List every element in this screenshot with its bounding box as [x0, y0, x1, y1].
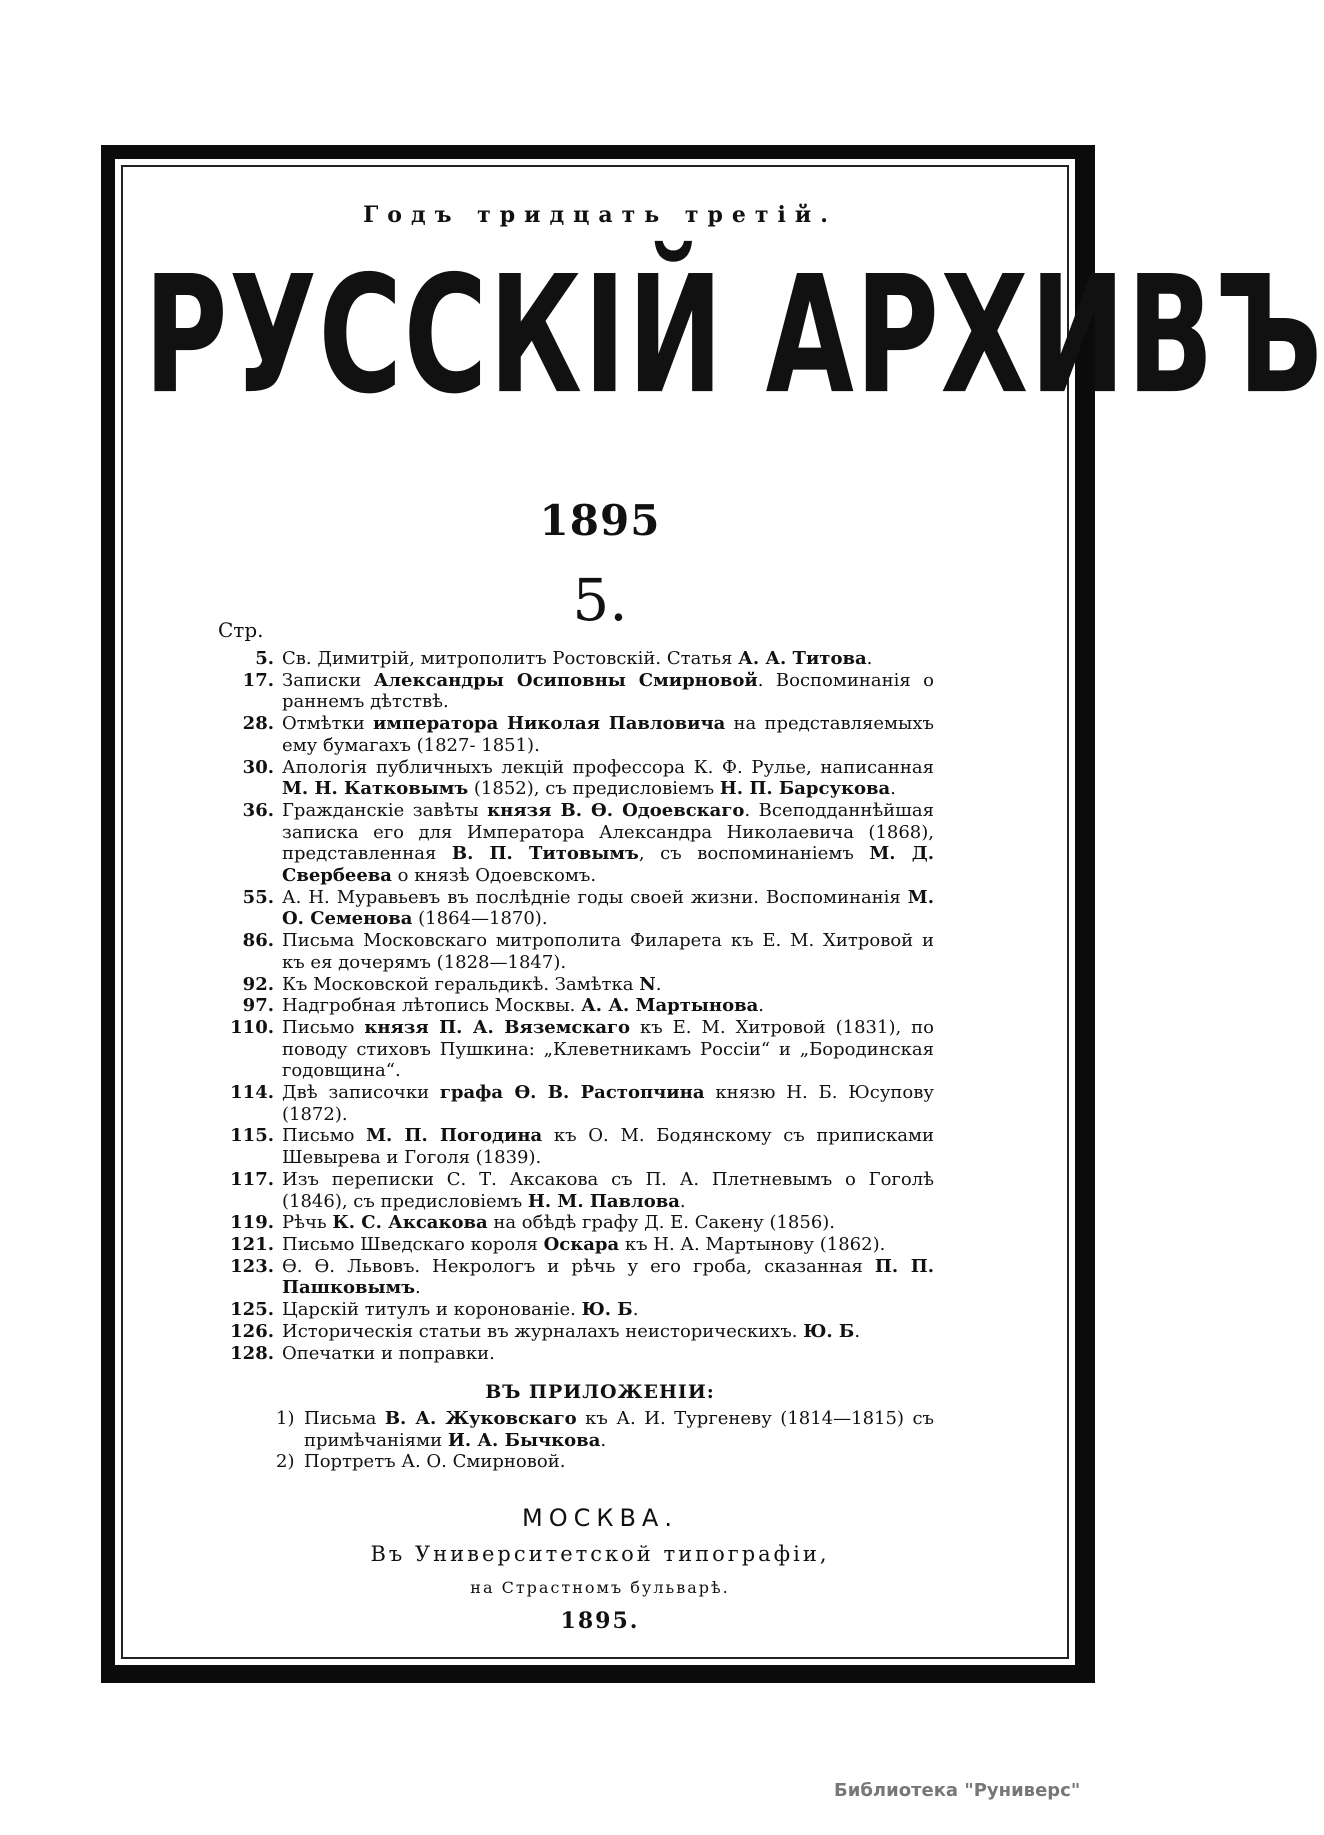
author-name: А. А. Мартынова — [581, 995, 759, 1017]
author-name: В. А. Жуковскаго — [384, 1408, 577, 1429]
appendix-item-text — [304, 1408, 934, 1451]
appendix-item — [276, 1451, 934, 1473]
issue-number: 5. — [572, 566, 628, 634]
author-name: N — [639, 973, 656, 995]
author-name: М. О. Семенова — [282, 886, 934, 930]
author-name: М. Н. Катковымъ — [282, 778, 469, 800]
toc-entry — [222, 1343, 934, 1365]
toc-entry-text — [282, 995, 934, 1017]
entry-text: къ Н. А. Мартынову (1862). — [619, 1233, 886, 1255]
library-watermark: Библиотека "Руниверс" — [834, 1780, 1081, 1801]
toc-page-number: 28. — [242, 713, 274, 735]
toc-page-number: 126. — [230, 1320, 274, 1342]
toc-page-number: 30. — [242, 756, 274, 778]
author-name: Н. П. Барсукова — [719, 778, 891, 800]
entry-text: Письмо Шведскаго короля — [282, 1233, 544, 1255]
journal-title: РУССКІЙ АРХИВЪ — [144, 242, 1324, 430]
toc-entry-text — [282, 1082, 934, 1125]
toc-entry — [222, 1212, 934, 1234]
toc-entry — [222, 995, 934, 1017]
entry-text: , съ воспоминаніемъ — [638, 843, 870, 865]
entry-text: о князѣ Одоевскомъ. — [391, 865, 597, 887]
toc-page-number: 121. — [230, 1233, 274, 1255]
entry-text: . — [758, 995, 764, 1017]
entry-text: Рѣчь — [282, 1212, 333, 1234]
author-name: Н. М. Павлова — [527, 1190, 680, 1212]
toc-entry-text — [282, 1299, 934, 1321]
author-name: Александры Осиповны Смирновой — [373, 669, 758, 691]
author-name: князя П. А. Вяземскаго — [364, 1016, 631, 1038]
entry-text: Къ Московской геральдикѣ. Замѣтка — [282, 973, 640, 995]
entry-text: Письма — [304, 1408, 385, 1429]
entry-text: . — [679, 1190, 686, 1212]
issue-year: 1895 — [539, 496, 661, 545]
entry-text: князю Н. Б. Юсупову (1872). — [282, 1082, 934, 1125]
toc-page-number: 36. — [242, 799, 274, 821]
entry-text: (1852), съ предисловіемъ — [468, 778, 720, 800]
entry-text: Портретъ А. О. Смирновой. — [304, 1451, 566, 1473]
entry-text: Надгробная лѣтопись Москвы. — [282, 995, 582, 1017]
entry-text: къ А. И. Тургеневу (1814—1815) съ примѣчаніями — [304, 1408, 935, 1451]
entry-text: Двѣ записочки — [282, 1082, 440, 1104]
toc-entry — [222, 1082, 934, 1125]
toc-entry-text — [282, 757, 934, 800]
toc-entry-text — [282, 800, 934, 887]
toc-page-number: 97. — [242, 995, 274, 1017]
author-name: М. П. Погодина — [366, 1125, 543, 1147]
entry-text: . Всеподданнѣйшая записка его для Императора Александра Николаевича (1868), представленная — [282, 799, 935, 865]
toc-page-number: 119. — [230, 1212, 274, 1234]
toc-entry — [222, 1017, 934, 1082]
toc-page-number: 114. — [230, 1082, 274, 1104]
toc-page-number: 115. — [230, 1125, 274, 1147]
entry-text: . — [632, 1299, 639, 1321]
volume-year-line: Годъ тридцать третій. — [363, 202, 837, 228]
entry-text: Апологія публичныхъ лекцій профессора К. Ф. Рулье, написанная — [282, 756, 934, 778]
toc-entry — [222, 713, 934, 756]
entry-text: на обѣдѣ графу Д. Е. Сакену (1856). — [487, 1212, 836, 1234]
entry-text: Записки — [282, 669, 374, 691]
toc-entry — [222, 1256, 934, 1299]
entry-text: Письмо — [282, 1125, 367, 1147]
imprint-printer: Въ Университетской типографіи, — [370, 1542, 830, 1566]
toc-entry — [222, 887, 934, 930]
toc-entry-text — [282, 648, 934, 670]
author-name: Ю. Б — [803, 1320, 855, 1342]
author-name: императора Николая Павловича — [372, 713, 726, 735]
toc-entry-text — [282, 1125, 934, 1168]
toc-entry — [222, 974, 934, 996]
appendix-list — [276, 1408, 934, 1473]
imprint-street: на Страстномъ бульварѣ. — [470, 1578, 730, 1597]
toc-page-number: 86. — [242, 930, 274, 952]
toc-entry — [222, 670, 934, 713]
entry-text: Историческія статьи въ журналахъ неисторическихъ. — [282, 1320, 804, 1342]
entry-text: Письма Московскаго митрополита Филарета къ Е. М. Хитровой и къ ея дочерямъ (1828—1847). — [282, 930, 934, 973]
toc-entry — [222, 1125, 934, 1168]
toc-page-number: 123. — [230, 1255, 274, 1277]
author-name: А. А. Титова — [738, 648, 867, 669]
appendix-item — [276, 1408, 934, 1451]
author-name: К. С. Аксакова — [332, 1212, 488, 1234]
imprint-city: МОСКВА. — [522, 1504, 678, 1532]
entry-text: Царскій титулъ и коронованіе. — [282, 1299, 582, 1321]
entry-text: . — [600, 1429, 607, 1451]
toc-page-number: 128. — [230, 1342, 274, 1364]
toc-page-number: 117. — [230, 1168, 274, 1190]
entry-text: на представляемыхъ ему бумагахъ (1827- 1851). — [282, 713, 934, 756]
author-name: князя В. Ѳ. Одоевскаго — [487, 799, 745, 821]
toc-entry-text — [282, 974, 934, 996]
toc-entry-text — [282, 1321, 934, 1343]
entry-text: . Воспоминанія о раннемъ дѣтствѣ. — [282, 669, 934, 713]
entry-text: . — [890, 778, 896, 800]
toc-page-number: 55. — [242, 886, 274, 908]
toc-entry — [222, 1169, 934, 1212]
toc-page-number: 110. — [230, 1016, 274, 1038]
entry-text: Письмо — [282, 1016, 365, 1038]
toc-entry-text — [282, 713, 934, 756]
toc-entry-text — [282, 1343, 934, 1365]
toc-entry-text — [282, 1212, 934, 1234]
author-name: графа Ѳ. В. Растопчина — [439, 1082, 705, 1104]
entry-text: Ѳ. Ѳ. Львовъ. Некрологъ и рѣчь у его гроба, сказанная — [282, 1255, 875, 1277]
entry-text: Гражданскіе завѣты — [282, 799, 488, 821]
toc-entry-text — [282, 887, 934, 930]
toc-page-number: 125. — [230, 1299, 274, 1321]
entry-text: къ О. М. Бодянскому съ приписками Шевырева и Гоголя (1839). — [282, 1125, 935, 1169]
entry-text: Опечатки и поправки. — [282, 1342, 495, 1364]
entry-text: . — [655, 973, 662, 995]
entry-text: Св. Димитрій, митрополитъ Ростовскій. Статья — [282, 648, 739, 669]
page-column-label: Стр. — [218, 618, 264, 642]
entry-text: А. Н. Муравьевъ въ послѣдніе годы своей жизни. Воспоминанія — [282, 886, 908, 908]
toc-page-number: 92. — [242, 973, 274, 995]
toc-entry-text — [282, 1017, 934, 1082]
author-name: Ю. Б — [581, 1299, 633, 1321]
toc-entry-text — [282, 1256, 934, 1299]
table-of-contents — [222, 648, 934, 1364]
entry-text: . — [415, 1277, 421, 1299]
entry-text: . — [866, 648, 873, 669]
imprint-year: 1895. — [560, 1608, 640, 1634]
toc-entry-text — [282, 670, 934, 713]
toc-entry — [222, 930, 934, 973]
toc-page-number: 17. — [242, 669, 274, 691]
author-name: И. А. Бычкова — [447, 1429, 601, 1451]
author-name: Оскара — [543, 1233, 620, 1255]
toc-entry — [222, 1321, 934, 1343]
appendix-item-text — [304, 1451, 934, 1473]
toc-entry — [222, 757, 934, 800]
entry-text: Изъ переписки С. Т. Аксакова съ П. А. Плетневымъ о Гоголѣ (1846), съ предисловіемъ — [282, 1168, 934, 1212]
appendix-heading: ВЪ ПРИЛОЖЕНІИ: — [485, 1381, 715, 1403]
author-name: В. П. Титовымъ — [451, 843, 639, 865]
toc-entry — [222, 648, 934, 670]
entry-text: къ Е. М. Хитровой (1831), по поводу стиховъ Пушкина: „Клеветникамъ Россіи“ и „Бородинская годовщина“. — [282, 1016, 934, 1082]
toc-entry-text — [282, 1234, 934, 1256]
appendix-item-number: 2) — [276, 1451, 295, 1473]
entry-text: (1864—1870). — [412, 908, 548, 930]
toc-entry — [222, 1299, 934, 1321]
author-name: М. Д. Свербеева — [282, 843, 934, 887]
appendix-item-number: 1) — [276, 1408, 295, 1429]
toc-entry — [222, 800, 934, 887]
entry-text: . — [854, 1320, 861, 1342]
author-name: П. П. Пашковымъ — [282, 1255, 935, 1299]
entry-text: Отмѣтки — [282, 713, 373, 735]
toc-entry — [222, 1234, 934, 1256]
toc-entry-text — [282, 1169, 934, 1212]
toc-entry-text — [282, 930, 934, 973]
toc-page-number: 5. — [255, 648, 274, 669]
